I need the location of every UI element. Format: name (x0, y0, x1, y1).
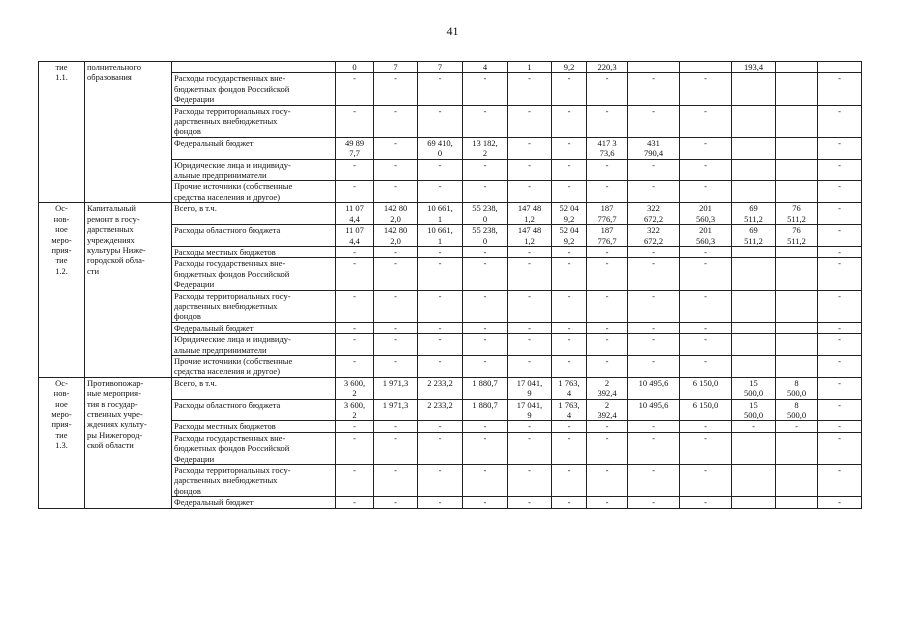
value-cell: - (336, 290, 374, 322)
value-cell (818, 62, 862, 73)
value-cell (776, 73, 818, 105)
value-cell (628, 62, 680, 73)
value-cell: - (680, 105, 732, 137)
value-cell: - (463, 290, 508, 322)
value-cell: - (336, 258, 374, 290)
measure-number-cell: Ос- нов- ное меро- прия- тие 1.3. (39, 377, 85, 508)
value-cell: - (587, 432, 628, 464)
value-cell: 2 392,4 (587, 377, 628, 399)
value-cell: - (508, 181, 552, 203)
value-cell: - (418, 334, 463, 356)
funding-source-cell: Всего, в т.ч. (172, 377, 336, 399)
value-cell (776, 497, 818, 508)
value-cell: - (374, 105, 418, 137)
value-cell: - (628, 159, 680, 181)
value-cell: - (818, 181, 862, 203)
value-cell: - (680, 465, 732, 497)
value-cell: - (680, 137, 732, 159)
value-cell: - (508, 355, 552, 377)
value-cell: 142 80 2,0 (374, 225, 418, 247)
value-cell: - (552, 258, 587, 290)
value-cell: - (628, 246, 680, 257)
value-cell: - (587, 105, 628, 137)
value-cell: - (336, 322, 374, 333)
value-cell: - (418, 105, 463, 137)
value-cell: - (818, 159, 862, 181)
value-cell: - (818, 203, 862, 225)
value-cell: - (818, 355, 862, 377)
value-cell: - (818, 105, 862, 137)
value-cell: - (732, 421, 776, 432)
funding-source-cell: Расходы государственных вне- бюджетных фондов Российской Федерации (172, 258, 336, 290)
value-cell: - (680, 181, 732, 203)
value-cell: - (680, 73, 732, 105)
value-cell: - (336, 159, 374, 181)
value-cell: 0 (336, 62, 374, 73)
value-cell (732, 432, 776, 464)
value-cell (776, 355, 818, 377)
value-cell: - (463, 322, 508, 333)
value-cell: - (463, 159, 508, 181)
value-cell (776, 334, 818, 356)
value-cell: 1 971,3 (374, 377, 418, 399)
funding-source-cell: Расходы территориальных госу- дарственных внебюджетных фондов (172, 105, 336, 137)
funding-source-cell: Расходы местных бюджетов (172, 246, 336, 257)
value-cell: - (680, 322, 732, 333)
funding-source-cell: Федеральный бюджет (172, 137, 336, 159)
value-cell: - (680, 258, 732, 290)
value-cell: - (374, 497, 418, 508)
value-cell: - (508, 159, 552, 181)
value-cell: 201 560,3 (680, 203, 732, 225)
value-cell (776, 62, 818, 73)
funding-source-cell: Расходы областного бюджета (172, 399, 336, 421)
value-cell: - (628, 421, 680, 432)
value-cell: 2 233,2 (418, 377, 463, 399)
value-cell: - (418, 246, 463, 257)
value-cell: - (336, 355, 374, 377)
value-cell: 55 238, 0 (463, 225, 508, 247)
value-cell: - (508, 334, 552, 356)
value-cell: - (374, 290, 418, 322)
value-cell (732, 73, 776, 105)
value-cell: - (336, 181, 374, 203)
value-cell: - (508, 73, 552, 105)
value-cell: - (374, 432, 418, 464)
value-cell: - (587, 73, 628, 105)
value-cell: 147 48 1,2 (508, 203, 552, 225)
value-cell: 1 971,3 (374, 399, 418, 421)
value-cell (776, 181, 818, 203)
value-cell: - (508, 290, 552, 322)
value-cell: - (818, 421, 862, 432)
value-cell: - (818, 246, 862, 257)
value-cell: - (418, 465, 463, 497)
value-cell: - (374, 137, 418, 159)
value-cell: 15 500,0 (732, 377, 776, 399)
value-cell: - (336, 105, 374, 137)
value-cell: - (587, 159, 628, 181)
value-cell: - (680, 497, 732, 508)
value-cell (776, 105, 818, 137)
value-cell: 322 672,2 (628, 225, 680, 247)
value-cell: - (818, 137, 862, 159)
measure-name-cell: полнительного образования (85, 62, 172, 203)
value-cell: 10 495,6 (628, 377, 680, 399)
value-cell: - (628, 290, 680, 322)
value-cell: - (463, 421, 508, 432)
value-cell: - (587, 334, 628, 356)
value-cell: - (628, 497, 680, 508)
funding-source-cell: Расходы государственных вне- бюджетных фондов Российской Федерации (172, 73, 336, 105)
page-number: 41 (446, 24, 459, 38)
value-cell: - (463, 432, 508, 464)
value-cell: - (336, 432, 374, 464)
value-cell: - (336, 73, 374, 105)
value-cell: 3 600, 2 (336, 399, 374, 421)
value-cell (732, 137, 776, 159)
value-cell: - (680, 246, 732, 257)
value-cell (732, 105, 776, 137)
value-cell: - (776, 421, 818, 432)
value-cell: - (463, 258, 508, 290)
value-cell: - (587, 246, 628, 257)
value-cell: - (628, 465, 680, 497)
value-cell: - (587, 465, 628, 497)
value-cell: 10 661, 1 (418, 225, 463, 247)
value-cell (732, 181, 776, 203)
value-cell: 1 763, 4 (552, 399, 587, 421)
value-cell: - (508, 465, 552, 497)
value-cell: - (628, 105, 680, 137)
value-cell: - (628, 355, 680, 377)
value-cell: - (508, 497, 552, 508)
value-cell (776, 137, 818, 159)
value-cell: - (587, 290, 628, 322)
value-cell: 10 495,6 (628, 399, 680, 421)
value-cell: 13 182, 2 (463, 137, 508, 159)
value-cell: 6 150,0 (680, 377, 732, 399)
funding-source-cell: Расходы территориальных госу- дарственных внебюджетных фондов (172, 290, 336, 322)
funding-source-cell: Расходы областного бюджета (172, 225, 336, 247)
value-cell: - (374, 246, 418, 257)
value-cell: 193,4 (732, 62, 776, 73)
value-cell: - (336, 334, 374, 356)
value-cell: - (680, 355, 732, 377)
value-cell: 2 392,4 (587, 399, 628, 421)
value-cell: 11 07 4,4 (336, 203, 374, 225)
value-cell: - (418, 258, 463, 290)
value-cell: - (552, 334, 587, 356)
value-cell: 3 600, 2 (336, 377, 374, 399)
value-cell: - (818, 465, 862, 497)
value-cell: - (374, 73, 418, 105)
value-cell (776, 290, 818, 322)
value-cell: - (552, 73, 587, 105)
value-cell: - (628, 322, 680, 333)
value-cell (680, 62, 732, 73)
value-cell: 69 511,2 (732, 203, 776, 225)
table-row (39, 377, 862, 399)
value-cell: - (418, 159, 463, 181)
value-cell: - (552, 105, 587, 137)
value-cell: 17 041, 9 (508, 377, 552, 399)
value-cell: - (587, 421, 628, 432)
funding-source-cell: Расходы местных бюджетов (172, 421, 336, 432)
value-cell (732, 322, 776, 333)
value-cell: - (587, 355, 628, 377)
value-cell: - (628, 334, 680, 356)
value-cell: 1 (508, 62, 552, 73)
value-cell: - (818, 290, 862, 322)
value-cell: - (463, 246, 508, 257)
value-cell: - (552, 465, 587, 497)
value-cell: - (463, 334, 508, 356)
value-cell (776, 246, 818, 257)
value-cell: 17 041, 9 (508, 399, 552, 421)
value-cell: - (463, 105, 508, 137)
value-cell: 8 500,0 (776, 377, 818, 399)
value-cell: 417 3 73,6 (587, 137, 628, 159)
value-cell: 76 511,2 (776, 225, 818, 247)
value-cell: - (463, 497, 508, 508)
value-cell: - (463, 73, 508, 105)
value-cell (776, 159, 818, 181)
funding-source-cell: Федеральный бюджет (172, 322, 336, 333)
value-cell: - (552, 432, 587, 464)
value-cell: - (508, 258, 552, 290)
value-cell: - (418, 355, 463, 377)
value-cell: - (552, 421, 587, 432)
value-cell: 142 80 2,0 (374, 203, 418, 225)
value-cell: - (818, 258, 862, 290)
value-cell: - (587, 181, 628, 203)
value-cell: - (587, 258, 628, 290)
value-cell: 4 (463, 62, 508, 73)
value-cell: - (552, 290, 587, 322)
value-cell: - (818, 322, 862, 333)
value-cell (732, 334, 776, 356)
value-cell: - (680, 432, 732, 464)
value-cell: - (374, 334, 418, 356)
value-cell: - (818, 225, 862, 247)
value-cell: 52 04 9,2 (552, 225, 587, 247)
value-cell: 1 880,7 (463, 377, 508, 399)
value-cell: 8 500,0 (776, 399, 818, 421)
measure-number-cell: Ос- нов- ное меро- прия- тие 1.2. (39, 203, 85, 378)
funding-source-cell: Расходы государственных вне- бюджетных фондов Российской Федерации (172, 432, 336, 464)
value-cell: 187 776,7 (587, 225, 628, 247)
funding-source-cell: Всего, в т.ч. (172, 203, 336, 225)
value-cell: 11 07 4,4 (336, 225, 374, 247)
value-cell: - (418, 290, 463, 322)
value-cell: - (463, 465, 508, 497)
value-cell: - (418, 421, 463, 432)
value-cell: 9,2 (552, 62, 587, 73)
value-cell: 7 (418, 62, 463, 73)
value-cell: - (374, 421, 418, 432)
value-cell: - (552, 159, 587, 181)
value-cell: 52 04 9,2 (552, 203, 587, 225)
value-cell (732, 159, 776, 181)
funding-source-cell: Юридические лица и индивиду- альные предприниматели (172, 334, 336, 356)
value-cell: 147 48 1,2 (508, 225, 552, 247)
value-cell: - (336, 246, 374, 257)
value-cell: 431 790,4 (628, 137, 680, 159)
value-cell: - (680, 334, 732, 356)
funding-source-cell: Юридические лица и индивиду- альные предприниматели (172, 159, 336, 181)
value-cell (732, 465, 776, 497)
value-cell: - (336, 497, 374, 508)
value-cell: 55 238, 0 (463, 203, 508, 225)
value-cell: - (628, 258, 680, 290)
value-cell: - (374, 181, 418, 203)
table-row (39, 203, 862, 225)
value-cell: - (418, 432, 463, 464)
value-cell (776, 465, 818, 497)
value-cell: - (628, 181, 680, 203)
value-cell: - (552, 246, 587, 257)
value-cell: - (818, 334, 862, 356)
value-cell: - (418, 73, 463, 105)
value-cell: - (508, 432, 552, 464)
value-cell: - (508, 246, 552, 257)
value-cell: - (680, 159, 732, 181)
value-cell: - (552, 497, 587, 508)
value-cell: - (818, 73, 862, 105)
value-cell: - (818, 497, 862, 508)
value-cell (776, 432, 818, 464)
funding-source-cell: Прочие источники (собственные средства населения и другое) (172, 181, 336, 203)
value-cell: - (552, 355, 587, 377)
value-cell: - (418, 497, 463, 508)
measure-name-cell: Капитальный ремонт в госу- дарственных учреждениях культуры Ниже- городской обла- сти (85, 203, 172, 378)
value-cell: 201 560,3 (680, 225, 732, 247)
budget-table (38, 61, 862, 509)
funding-source-cell: Расходы территориальных госу- дарственных внебюджетных фондов (172, 465, 336, 497)
value-cell (732, 497, 776, 508)
value-cell: 187 776,7 (587, 203, 628, 225)
value-cell: - (587, 322, 628, 333)
value-cell: 7 (374, 62, 418, 73)
value-cell (732, 355, 776, 377)
value-cell: 322 672,2 (628, 203, 680, 225)
value-cell: - (374, 355, 418, 377)
value-cell: - (418, 181, 463, 203)
value-cell: - (508, 105, 552, 137)
value-cell: - (508, 137, 552, 159)
funding-source-cell: Прочие источники (собственные средства населения и другое) (172, 355, 336, 377)
value-cell: - (628, 73, 680, 105)
value-cell: 10 661, 1 (418, 203, 463, 225)
value-cell: - (818, 377, 862, 399)
value-cell: - (374, 159, 418, 181)
table-row (39, 62, 862, 73)
value-cell: 1 763, 4 (552, 377, 587, 399)
value-cell: 76 511,2 (776, 203, 818, 225)
value-cell: - (680, 421, 732, 432)
value-cell: - (680, 290, 732, 322)
value-cell: 6 150,0 (680, 399, 732, 421)
value-cell: - (552, 322, 587, 333)
value-cell: - (628, 432, 680, 464)
value-cell: - (587, 497, 628, 508)
value-cell: - (508, 421, 552, 432)
value-cell: 220,3 (587, 62, 628, 73)
funding-source-cell: Федеральный бюджет (172, 497, 336, 508)
value-cell: 49 89 7,7 (336, 137, 374, 159)
value-cell (732, 258, 776, 290)
value-cell: 1 880,7 (463, 399, 508, 421)
value-cell: - (818, 432, 862, 464)
value-cell: 69 511,2 (732, 225, 776, 247)
value-cell: - (463, 181, 508, 203)
value-cell: 15 500,0 (732, 399, 776, 421)
value-cell: 2 233,2 (418, 399, 463, 421)
value-cell: - (374, 258, 418, 290)
measure-name-cell: Противопожар- ные мероприя- тия в государ- ственных учре- ждениях культу- ры Нижегород- ской области (85, 377, 172, 508)
value-cell (732, 290, 776, 322)
value-cell: - (374, 322, 418, 333)
value-cell: - (552, 181, 587, 203)
value-cell: - (374, 465, 418, 497)
value-cell: - (336, 465, 374, 497)
value-cell: - (508, 322, 552, 333)
funding-source-cell (172, 62, 336, 73)
measure-number-cell: тие 1.1. (39, 62, 85, 203)
value-cell (776, 258, 818, 290)
value-cell: - (818, 399, 862, 421)
value-cell: 69 410, 0 (418, 137, 463, 159)
value-cell: - (336, 421, 374, 432)
value-cell (732, 246, 776, 257)
value-cell: - (418, 322, 463, 333)
value-cell (776, 322, 818, 333)
value-cell: - (463, 355, 508, 377)
value-cell: - (552, 137, 587, 159)
